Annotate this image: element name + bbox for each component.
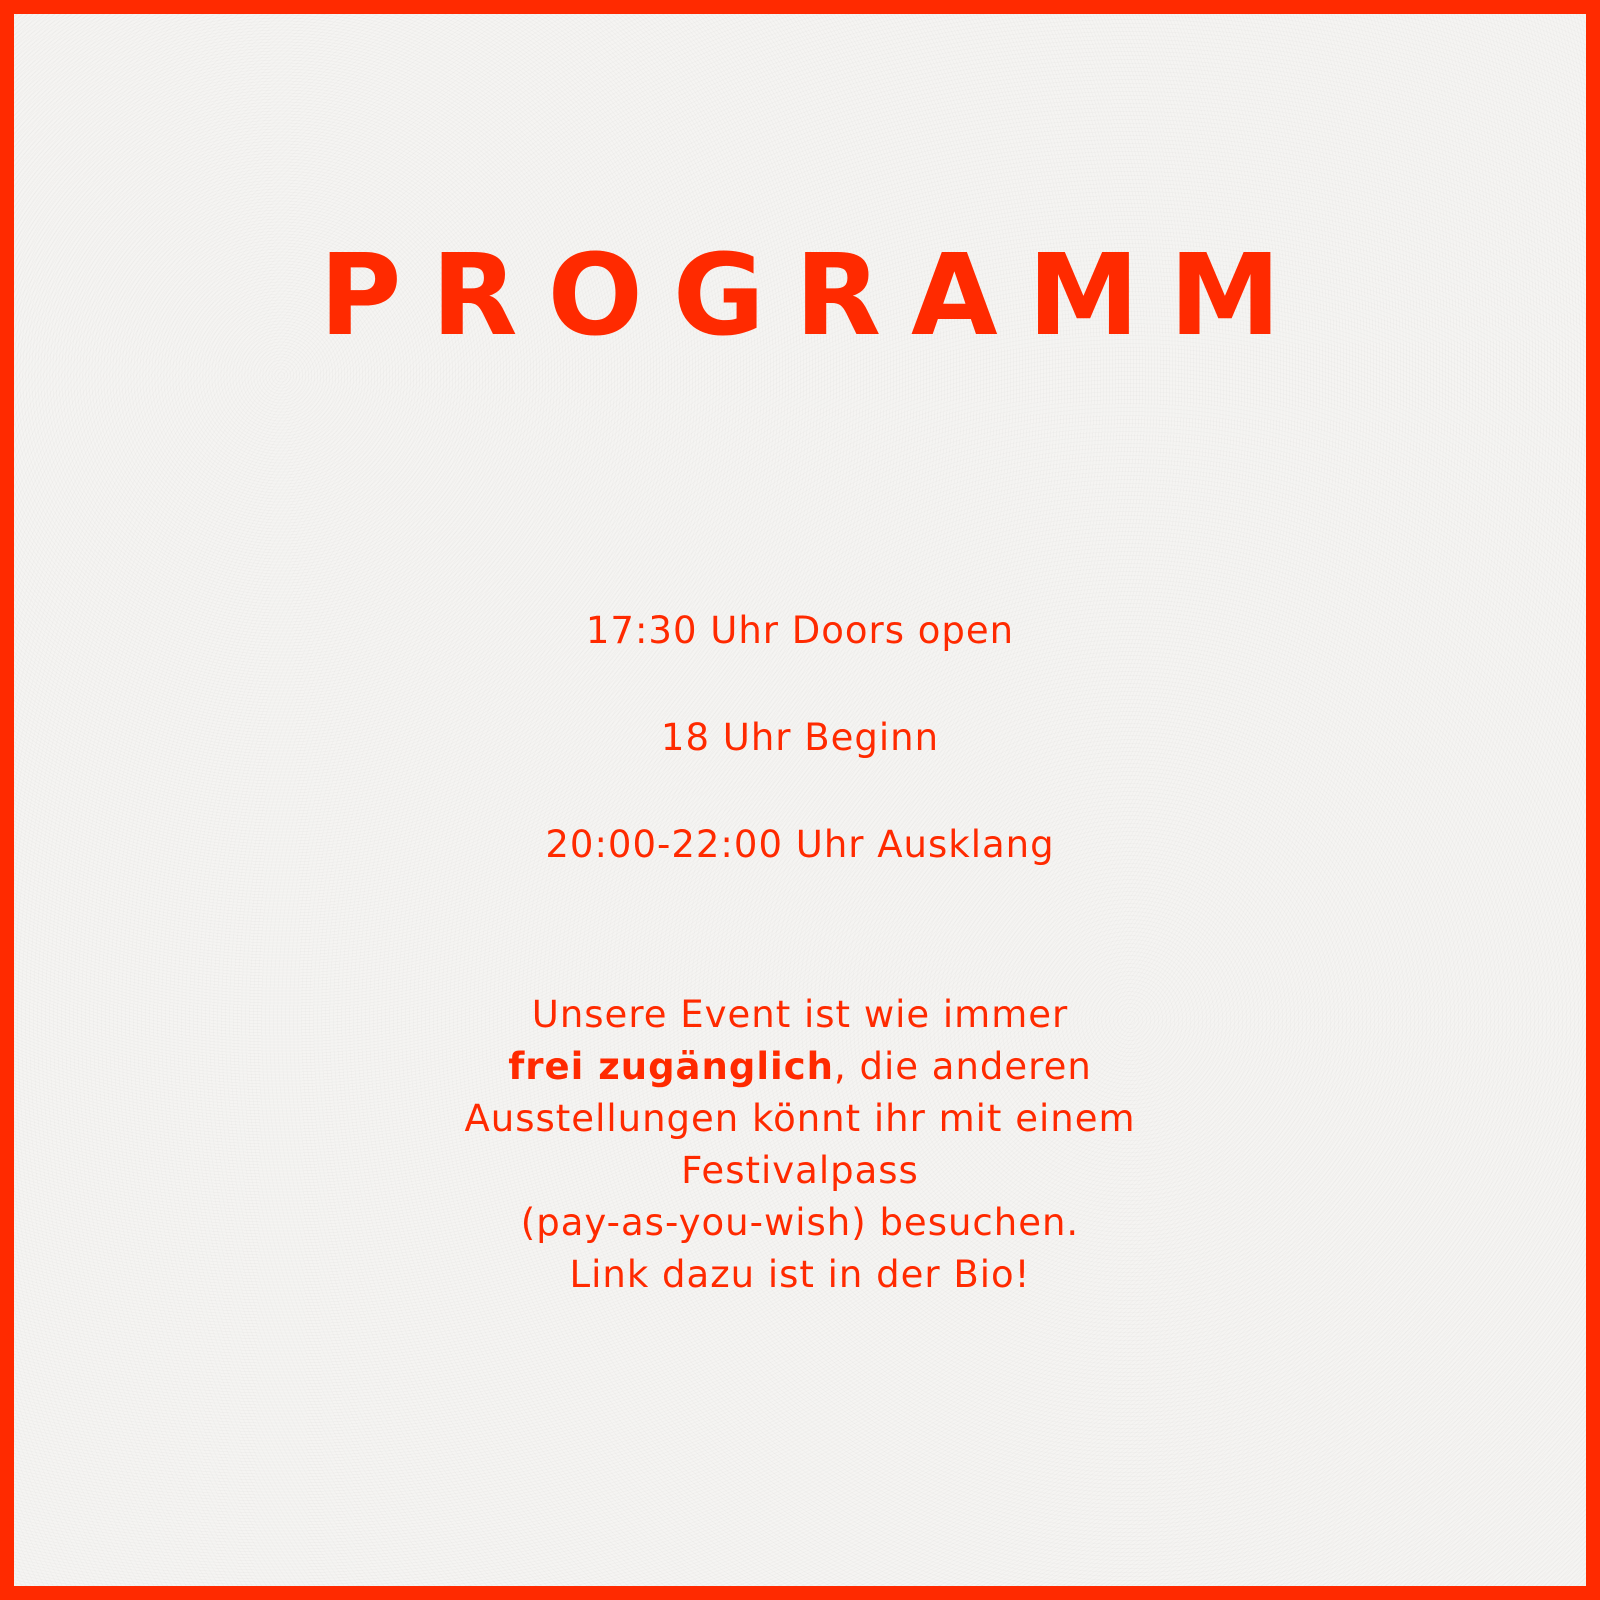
info-line-2: [14, 1041, 1586, 1093]
schedule-list: [14, 609, 1586, 930]
info-line-4: Festivalpass: [681, 1149, 919, 1192]
schedule-item-end: 20:00-22:00 Uhr Ausklang: [545, 823, 1055, 866]
info-line-5: (pay-as-you-wish) besuchen.: [520, 1201, 1080, 1244]
schedule-item-doors: 17:30 Uhr Doors open: [585, 609, 1015, 652]
free-access-highlight: frei zugänglich: [508, 1045, 834, 1088]
page-title: PROGRAMM: [319, 231, 1311, 361]
info-line-2-rest: , die anderen: [833, 1045, 1092, 1088]
info-line-6: Link dazu ist in der Bio!: [569, 1253, 1031, 1296]
info-text: [14, 989, 1586, 1301]
info-line-1: Unsere Event ist wie immer: [531, 993, 1069, 1036]
schedule-item-start: 18 Uhr Beginn: [660, 716, 940, 759]
info-line-3: Ausstellungen könnt ihr mit einem: [464, 1097, 1136, 1140]
